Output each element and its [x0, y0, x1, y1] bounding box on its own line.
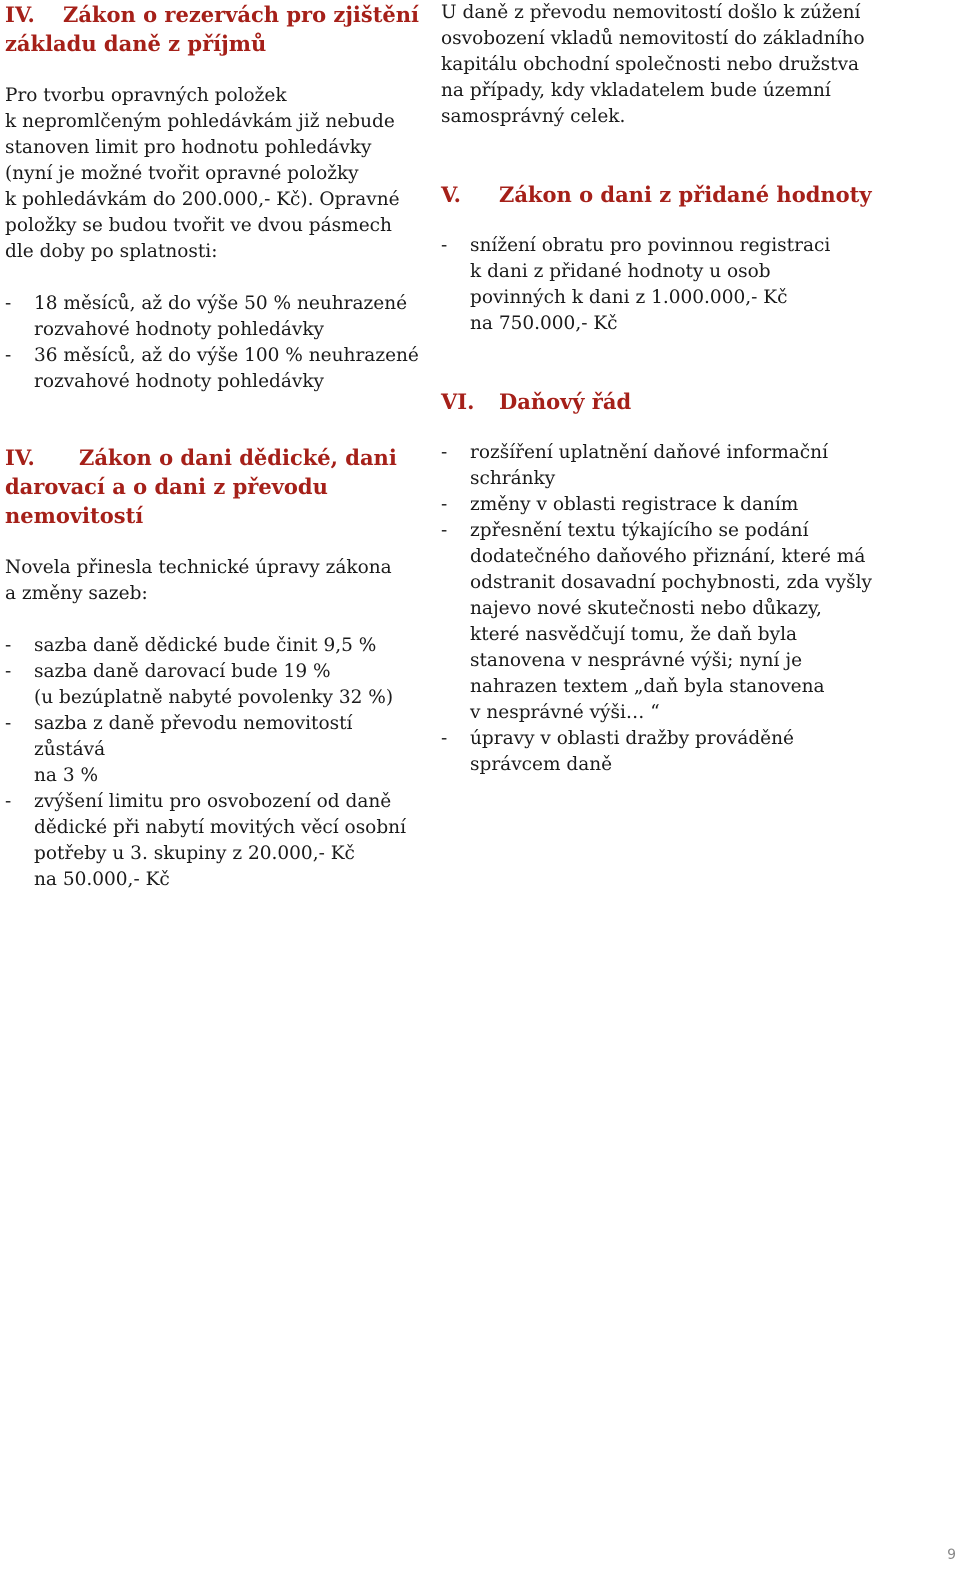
section-number: IV. [5, 2, 35, 27]
page-number: 9 [947, 1547, 956, 1563]
section-title-line: nemovitostí [5, 503, 144, 528]
section-heading-iv-inheritance [5, 443, 425, 530]
text-line: samosprávný celek. [441, 106, 626, 127]
section-title-line: Zákon o rezervách pro zjištění [63, 2, 420, 27]
text-line: které nasvědčují tomu, že daň byla [470, 624, 798, 645]
bullet-list-tax-code [441, 440, 921, 778]
text-line: k nepromlčeným pohledávkám již nebude [5, 111, 395, 132]
text-line: (u bezúplatně nabyté povolenky 32 %) [34, 687, 394, 708]
list-item [5, 659, 425, 711]
section-heading-v-vat [441, 180, 921, 209]
text-line: stanoven limit pro hodnotu pohledávky [5, 137, 372, 158]
text-line: rozvahové hodnoty pohledávky [34, 319, 325, 340]
list-item [5, 633, 425, 659]
section-title-line: Zákon o dani z přidané hodnoty [499, 182, 872, 207]
text-line: osvobození vkladů nemovitostí do základního [441, 28, 865, 49]
section-title-line: Daňový řád [499, 389, 632, 414]
paragraph-inheritance [5, 555, 425, 607]
text-line: potřeby u 3. skupiny z 20.000,- Kč [34, 843, 355, 864]
bullet-list-reserves [5, 291, 425, 395]
list-item [5, 711, 425, 789]
text-line: - rozšíření uplatnění daňové informační [470, 442, 828, 463]
bullet-list-vat [441, 233, 921, 337]
paragraph-reserves [5, 83, 425, 265]
text-line: povinných k dani z 1.000.000,- Kč [470, 287, 788, 308]
text-line: - zvýšení limitu pro osvobození od daně [34, 791, 392, 812]
text-line: položky se budou tvořit ve dvou pásmech [5, 215, 392, 236]
text-line: - úpravy v oblasti dražby prováděné [470, 728, 794, 749]
text-line: nahrazen textem „daň byla stanovena [470, 676, 825, 697]
section-heading-vi-tax-code [441, 387, 921, 416]
text-line: na 750.000,- Kč [470, 313, 618, 334]
text-line: - změny v oblasti registrace k daním [470, 494, 799, 515]
text-line: - 18 měsíců, až do výše 50 % neuhrazené [34, 293, 408, 314]
text-line: na případy, kdy vkladatelem bude územní [441, 80, 831, 101]
text-line: na 3 % [34, 765, 99, 786]
text-line: (nyní je možné tvořit opravné položky [5, 163, 359, 184]
text-line: a změny sazeb: [5, 583, 148, 604]
text-line: - snížení obratu pro povinnou registraci [470, 235, 831, 256]
list-item [441, 233, 921, 337]
section-number: VI. [441, 389, 475, 414]
list-item [441, 492, 921, 518]
text-line: na 50.000,- Kč [34, 869, 170, 890]
text-line: U daně z převodu nemovitostí došlo k zúžení [441, 2, 861, 23]
section-heading-iv-reserves [5, 0, 425, 58]
text-line: v nesprávné výši… “ [470, 702, 660, 723]
text-line: - zpřesnění textu týkajícího se podání [470, 520, 809, 541]
text-line: - 36 měsíců, až do výše 100 % neuhrazené [34, 345, 419, 366]
list-item [441, 726, 921, 778]
right-column [441, 0, 921, 778]
list-item [441, 440, 921, 492]
list-item [5, 291, 425, 343]
text-line: k dani z přidané hodnoty u osob [470, 261, 771, 282]
list-item [441, 518, 921, 726]
bullet-list-inheritance [5, 633, 425, 893]
text-line: správcem daně [470, 754, 613, 775]
text-line: dodatečného daňového přiznání, které má [470, 546, 866, 567]
paragraph-transfer-tax [441, 0, 921, 130]
text-line: schránky [470, 468, 556, 489]
section-title-line: darovací a o dani z převodu [5, 474, 328, 499]
text-line: Novela přinesla technické úpravy zákona [5, 557, 392, 578]
text-line: k pohledávkám do 200.000,- Kč). Opravné [5, 189, 400, 210]
text-line: najevo nové skutečnosti nebo důkazy, [470, 598, 822, 619]
text-line: - sazba daně darovací bude 19 % [34, 661, 331, 682]
section-title-line: Zákon o dani dědické, dani [79, 445, 397, 470]
list-item [5, 789, 425, 893]
section-title-line: základu daně z příjmů [5, 31, 267, 56]
text-line: Pro tvorbu opravných položek [5, 85, 287, 106]
text-line: dědické při nabytí movitých věcí osobní [34, 817, 406, 838]
text-line: odstranit dosavadní pochybnosti, zda vyšly [470, 572, 872, 593]
text-line: - sazba daně dědické bude činit 9,5 % [34, 635, 377, 656]
text-line: rozvahové hodnoty pohledávky [34, 371, 325, 392]
text-line: kapitálu obchodní společnosti nebo družstva [441, 54, 860, 75]
text-line: stanovena v nesprávné výši; nyní je [470, 650, 803, 671]
text-line: dle doby po splatnosti: [5, 241, 218, 262]
section-number: V. [441, 182, 461, 207]
list-item [5, 343, 425, 395]
section-number: IV. [5, 445, 35, 470]
text-line: - sazba z daně převodu nemovitostí zůstává [34, 713, 353, 760]
left-column [5, 0, 425, 893]
